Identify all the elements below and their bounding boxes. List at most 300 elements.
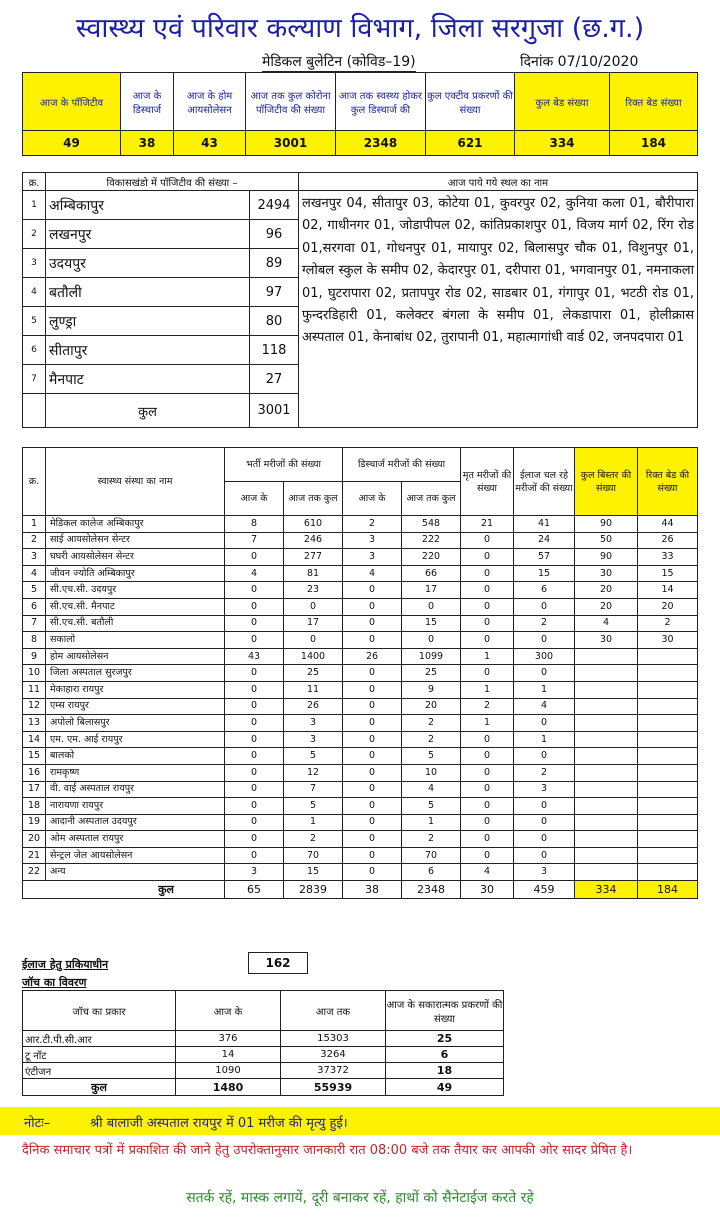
hospital-cell: 12: [284, 764, 343, 781]
hospital-cell: 0: [343, 632, 402, 649]
hospital-name: एम्स रायपुर: [46, 698, 225, 715]
hospital-cell: 0: [225, 598, 284, 615]
hospital-cell: 0: [461, 665, 514, 682]
hospital-cell: 0: [514, 598, 575, 615]
summary-header: रिक्त बेड संख्या: [610, 73, 698, 131]
hospital-cell: 19: [23, 814, 46, 831]
hospital-cell: 0: [514, 748, 575, 765]
hospital-cell: 26: [343, 648, 402, 665]
hospital-row: [23, 764, 698, 781]
hospital-cell: [638, 731, 698, 748]
hospital-name: अन्य: [46, 864, 225, 881]
hospital-cell: 81: [284, 565, 343, 582]
hospital-cell: 20: [575, 582, 638, 599]
hospital-name: नारायणा रायपुर: [46, 798, 225, 815]
hospital-col-death: मृत मरीजों की संख्या: [461, 448, 514, 516]
hospital-cell: 0: [225, 681, 284, 698]
note-prefix: नोटः–: [24, 1116, 51, 1131]
hospital-cell: 4: [461, 864, 514, 881]
block-sr: 6: [23, 336, 46, 365]
hospital-cell: 5: [402, 748, 461, 765]
hospital-cell: 0: [514, 798, 575, 815]
hospital-cell: 0: [514, 814, 575, 831]
hospital-cell: 14: [23, 731, 46, 748]
hospital-cell: 10: [23, 665, 46, 682]
places-list: लखनपुर 04, सीतापुर 03, कोटेया 01, कुवरपुर 02, कुनिया कला 01, बौरीपारा 02, गाधीनगर 01, जोडापीपल 02, कांतिप्रकाशपुर 01, विजय मार्ग 02, रिंग रोड 01,सरगवा 01, गोधनपुर 01, मायापुर 02, बिलासपुर चौक 01, विशुनपुर 01, ग्लोबल स्कुल के समीप 02, केदारपुर 01, दरीपारा 01, भगवानपुर 01, नमनाकला 01, घुटरापारा 02, प्रतापपुर रोड 02, साडबार 01, गंगापुर 01, भटठी रोड 01, फुन्दरडिहारी 01, कलेक्टर बंगला के समीप 01, लेकडापारा 01, होलीक्रास अस्पताल 01, केनाबांध 02, तुरापानी 01, महात्मागांधी वार्ड 02, जनपदपारा 01: [299, 191, 698, 428]
hospital-cell: 0: [225, 582, 284, 599]
hospital-cell: 17: [402, 582, 461, 599]
hospital-cell: 3: [284, 731, 343, 748]
hospital-cell: 0: [225, 698, 284, 715]
hospital-cell: 0: [402, 632, 461, 649]
tests-row: [23, 1063, 504, 1079]
hospital-cell: [575, 798, 638, 815]
hospital-cell: 1: [514, 731, 575, 748]
block-name: सीतापुर: [46, 336, 250, 365]
hospital-cell: 1: [461, 648, 514, 665]
summary-table: [22, 72, 698, 156]
hospital-row: [23, 798, 698, 815]
hospital-cell: 2: [402, 831, 461, 848]
hospital-row: [23, 681, 698, 698]
hospital-cell: 1: [23, 516, 46, 533]
hospital-cell: 22: [23, 864, 46, 881]
block-count: 80: [250, 307, 299, 336]
hospital-cell: 30: [575, 632, 638, 649]
hospital-cell: 33: [638, 549, 698, 566]
tests-row: [23, 1031, 504, 1047]
tests-total: 37372: [281, 1063, 386, 1079]
hospital-cell: 0: [514, 665, 575, 682]
hospital-total-cell: 334: [575, 881, 638, 899]
hospital-cell: [575, 764, 638, 781]
hospital-row: [23, 598, 698, 615]
block-name: बतौली: [46, 278, 250, 307]
tests-total: 15303: [281, 1031, 386, 1047]
hospital-col-vacant: रिक्त बेड की संख्या: [638, 448, 698, 516]
hospital-cell: 0: [343, 731, 402, 748]
hospital-cell: 20: [638, 598, 698, 615]
block-row: [23, 191, 698, 220]
hospital-cell: 1: [402, 814, 461, 831]
hospital-cell: 4: [225, 565, 284, 582]
tests-col-today: आज के: [176, 991, 281, 1031]
hospital-cell: 0: [225, 748, 284, 765]
hospital-cell: 57: [514, 549, 575, 566]
hospital-total-row: [23, 881, 698, 899]
hospital-cell: 25: [402, 665, 461, 682]
hospital-row: [23, 632, 698, 649]
hospital-cell: [638, 665, 698, 682]
tests-heading: जॉच का विवरण: [22, 976, 87, 989]
hospital-cell: 0: [225, 831, 284, 848]
block-name: अम्बिकापुर: [46, 191, 250, 220]
hospital-cell: 0: [225, 781, 284, 798]
hospital-cell: 7: [23, 615, 46, 632]
hospital-row: [23, 532, 698, 549]
summary-value: 49: [23, 131, 121, 156]
hospital-cell: 44: [638, 516, 698, 533]
hospital-cell: 0: [514, 715, 575, 732]
hospital-cell: 3: [514, 781, 575, 798]
hospital-cell: [638, 681, 698, 698]
hospital-cell: [575, 715, 638, 732]
hospital-cell: 2: [402, 715, 461, 732]
hospital-row: [23, 781, 698, 798]
hospital-cell: 300: [514, 648, 575, 665]
tests-total-today: 1480: [176, 1079, 281, 1096]
hospital-cell: [638, 847, 698, 864]
tests-total: 3264: [281, 1047, 386, 1063]
hospital-name: बालको: [46, 748, 225, 765]
tests-col-positive: आज के सकारात्मक प्रकरणों की संख्या: [386, 991, 504, 1031]
hospital-total-cell: 2348: [402, 881, 461, 899]
hospital-cell: [638, 698, 698, 715]
hospital-name: एम. एम. आई रायपुर: [46, 731, 225, 748]
summary-header: आज तक कुल कोरोना पॉजिटीव की संख्या: [246, 73, 336, 131]
hospital-cell: 4: [575, 615, 638, 632]
hospital-total-cell: 184: [638, 881, 698, 899]
hospital-cell: 2: [23, 532, 46, 549]
hospital-cell: 0: [461, 831, 514, 848]
tests-col-type: जॉच का प्रकार: [23, 991, 176, 1031]
hospital-cell: 0: [402, 598, 461, 615]
tests-col-total: आज तक: [281, 991, 386, 1031]
hospital-cell: [575, 648, 638, 665]
hospital-cell: 0: [461, 798, 514, 815]
date-label: दिनांक 07/10/2020: [520, 54, 639, 70]
hospital-row: [23, 615, 698, 632]
note-bar: [0, 1107, 720, 1135]
hospital-cell: 0: [514, 632, 575, 649]
hospital-cell: 0: [343, 847, 402, 864]
hospital-cell: 21: [461, 516, 514, 533]
block-count: 27: [250, 365, 299, 394]
hospital-cell: 24: [514, 532, 575, 549]
hospital-cell: 4: [343, 565, 402, 582]
summary-value: 43: [174, 131, 246, 156]
hospital-name: ओम अस्पताल रायपुर: [46, 831, 225, 848]
hospital-cell: 0: [284, 632, 343, 649]
hospital-cell: 15: [514, 565, 575, 582]
hospital-cell: 0: [343, 665, 402, 682]
hospital-cell: 0: [343, 715, 402, 732]
hospital-cell: 6: [514, 582, 575, 599]
hospital-cell: 0: [461, 748, 514, 765]
hospital-col-discharge: डिस्चार्ज मरीजों की संख्या: [343, 448, 461, 482]
hospital-cell: 15: [284, 864, 343, 881]
hospital-row: [23, 648, 698, 665]
hospital-cell: 18: [23, 798, 46, 815]
note-text: श्री बालाजी अस्पताल रायपुर में 01 मरीज की मृत्यु हुई।: [90, 1116, 348, 1131]
hospital-cell: [575, 731, 638, 748]
hospital-cell: 0: [225, 731, 284, 748]
hospital-name: सी.एच.सी. बतौली: [46, 615, 225, 632]
hospital-cell: 0: [461, 549, 514, 566]
summary-header: कुल एक्टीव प्रकरणों की संख्या: [426, 73, 515, 131]
hospital-name: सी.एच.सी. मैनपाट: [46, 598, 225, 615]
hospital-cell: 5: [284, 748, 343, 765]
hospital-cell: 70: [402, 847, 461, 864]
block-sr: 4: [23, 278, 46, 307]
block-total-label: कुल: [46, 394, 250, 428]
hospital-cell: [575, 781, 638, 798]
hospital-cell: 0: [461, 781, 514, 798]
hospital-cell: 1: [284, 814, 343, 831]
hospital-cell: 5: [23, 582, 46, 599]
hospital-cell: 4: [402, 781, 461, 798]
hospital-cell: 0: [225, 798, 284, 815]
hospital-cell: 3: [514, 864, 575, 881]
hospital-col-beds: कुल बिस्तर की संख्या: [575, 448, 638, 516]
hospital-total-cell: 459: [514, 881, 575, 899]
tests-total-positive: 49: [386, 1079, 504, 1096]
hospital-cell: 2: [461, 698, 514, 715]
block-sr: 2: [23, 220, 46, 249]
hospital-cell: 25: [284, 665, 343, 682]
hospital-cell: 30: [575, 565, 638, 582]
footer-note: दैनिक समाचार पत्रों में प्रकाशित की जाने हेतु उपरोक्तानुसार जानकारी रात 08:00 बजे तक तैयार कर आपकी ओर सादर प्रेषित है।: [22, 1143, 633, 1158]
hospital-cell: 4: [514, 698, 575, 715]
hospital-cell: 0: [343, 814, 402, 831]
hospital-cell: [638, 764, 698, 781]
block-name: मैनपाट: [46, 365, 250, 394]
hospital-cell: 0: [461, 632, 514, 649]
hospital-row: [23, 565, 698, 582]
hospital-cell: 11: [284, 681, 343, 698]
hospital-cell: 14: [638, 582, 698, 599]
hospital-cell: 90: [575, 549, 638, 566]
block-table: [22, 172, 698, 428]
summary-value: 621: [426, 131, 515, 156]
hospital-cell: 3: [343, 549, 402, 566]
block-sr: 5: [23, 307, 46, 336]
hospital-row: [23, 748, 698, 765]
tests-positive: 25: [386, 1031, 504, 1047]
summary-header: कुल बेड संख्या: [515, 73, 610, 131]
block-name: लखनपुर: [46, 220, 250, 249]
hospital-name: जीवन ज्योति अम्बिकापुर: [46, 565, 225, 582]
hospital-total-label: कुल: [23, 881, 225, 899]
hospital-cell: 610: [284, 516, 343, 533]
tests-positive: 6: [386, 1047, 504, 1063]
hospital-cell: 0: [343, 764, 402, 781]
hospital-cell: 26: [284, 698, 343, 715]
hospital-cell: 222: [402, 532, 461, 549]
hospital-cell: 3: [284, 715, 343, 732]
hospital-cell: 0: [225, 632, 284, 649]
block-header-row: [23, 173, 698, 191]
hospital-cell: 30: [638, 632, 698, 649]
page-title: स्वास्थ्य एवं परिवार कल्याण विभाग, जिला सरगुजा (छ.ग.): [75, 13, 645, 44]
summary-header: आज के डिस्चार्ज: [121, 73, 174, 131]
hospital-cell: 7: [225, 532, 284, 549]
pending-value: 162: [248, 952, 308, 974]
tests-total-all: 55939: [281, 1079, 386, 1096]
hospital-cell: 1099: [402, 648, 461, 665]
hospital-row: [23, 864, 698, 881]
hospital-cell: 0: [225, 615, 284, 632]
hospital-row: [23, 582, 698, 599]
hospital-cell: 90: [575, 516, 638, 533]
hospital-cell: 17: [23, 781, 46, 798]
tests-today: 376: [176, 1031, 281, 1047]
hospital-cell: [638, 748, 698, 765]
footer-slogan: सतर्क रहें, मास्क लगायें, दूरी बनाकर रहें, हाथों को सैनेटाईज करते रहे: [186, 1190, 534, 1206]
hospital-cell: 0: [343, 582, 402, 599]
hospital-cell: 21: [23, 847, 46, 864]
hospital-cell: 0: [343, 864, 402, 881]
hospital-cell: 246: [284, 532, 343, 549]
hospital-cell: 1: [514, 681, 575, 698]
block-name: लुण्ड्रा: [46, 307, 250, 336]
block-col-name: विकासखंडो में पॉजिटीव की संख्या –: [46, 173, 299, 191]
block-count: 96: [250, 220, 299, 249]
tests-type: टू नॉट: [23, 1047, 176, 1063]
block-name: उदयपुर: [46, 249, 250, 278]
block-count: 2494: [250, 191, 299, 220]
hospital-name: सेन्ट्रल जेल आयसोलेसन: [46, 847, 225, 864]
block-total-value: 3001: [250, 394, 299, 428]
hospital-cell: 20: [23, 831, 46, 848]
hospital-cell: [638, 831, 698, 848]
hospital-cell: 0: [461, 847, 514, 864]
hospital-cell: 0: [225, 715, 284, 732]
hospital-cell: 20: [402, 698, 461, 715]
hospital-cell: 3: [343, 532, 402, 549]
summary-header: आज के पॉजिटीव: [23, 73, 121, 131]
hospital-cell: 0: [343, 798, 402, 815]
hospital-row: [23, 847, 698, 864]
hospital-cell: 0: [461, 615, 514, 632]
hospital-name: अपोलो बिलासपुर: [46, 715, 225, 732]
hospital-total-cell: 30: [461, 881, 514, 899]
hospital-cell: 0: [461, 731, 514, 748]
hospital-cell: 0: [343, 615, 402, 632]
tests-today: 1090: [176, 1063, 281, 1079]
hospital-cell: 13: [23, 715, 46, 732]
hospital-cell: 5: [284, 798, 343, 815]
hospital-total-cell: 65: [225, 881, 284, 899]
summary-value: 2348: [336, 131, 426, 156]
hospital-col-admit-today: आज के: [225, 482, 284, 516]
hospital-cell: 2: [638, 615, 698, 632]
hospital-name: वी. वाई अस्पताल रायपुर: [46, 781, 225, 798]
hospital-cell: 8: [23, 632, 46, 649]
hospital-name: जिला अस्पताल सुरजपुर: [46, 665, 225, 682]
hospital-cell: 0: [343, 681, 402, 698]
hospital-cell: 3: [23, 549, 46, 566]
hospital-cell: [638, 781, 698, 798]
hospital-cell: 11: [23, 681, 46, 698]
hospital-cell: 50: [575, 532, 638, 549]
hospital-cell: 1400: [284, 648, 343, 665]
hospital-cell: 5: [402, 798, 461, 815]
summary-value: 3001: [246, 131, 336, 156]
tests-total-label: कुल: [23, 1079, 176, 1096]
hospital-cell: 0: [461, 814, 514, 831]
places-col-header: आज पाये गये स्थल का नाम: [299, 173, 698, 191]
block-sr: 3: [23, 249, 46, 278]
hospital-row: [23, 715, 698, 732]
hospital-cell: 12: [23, 698, 46, 715]
hospital-cell: 16: [23, 764, 46, 781]
hospital-row: [23, 549, 698, 566]
pending-label: ईलाज हेतु प्रकियाधीन: [22, 958, 109, 971]
bulletin-label: मेडिकल बुलेटिन (कोविड–19): [262, 54, 416, 70]
tests-row: [23, 1047, 504, 1063]
summary-values-row: [23, 131, 698, 156]
hospital-cell: 0: [343, 698, 402, 715]
hospital-cell: 277: [284, 549, 343, 566]
hospital-cell: 2: [514, 764, 575, 781]
hospital-cell: [638, 814, 698, 831]
block-total-blank: [23, 394, 46, 428]
tests-total-row: [23, 1079, 504, 1096]
hospital-cell: 2: [402, 731, 461, 748]
hospital-name: मेडिकल कालेज अम्बिकापुर: [46, 516, 225, 533]
hospital-name: होम आयसोलेसन: [46, 648, 225, 665]
summary-value: 38: [121, 131, 174, 156]
hospital-cell: [638, 648, 698, 665]
hospital-row: [23, 731, 698, 748]
hospital-name: मेकाहारा रायपुर: [46, 681, 225, 698]
hospital-cell: 0: [225, 847, 284, 864]
hospital-cell: [575, 665, 638, 682]
hospital-cell: 9: [402, 681, 461, 698]
hospital-cell: 0: [343, 598, 402, 615]
summary-value: 334: [515, 131, 610, 156]
hospital-cell: 66: [402, 565, 461, 582]
hospital-cell: 548: [402, 516, 461, 533]
hospital-cell: 26: [638, 532, 698, 549]
hospital-name: आदानी अस्पताल उदयपुर: [46, 814, 225, 831]
hospital-col-name: स्वास्थ्य संस्था का नाम: [46, 448, 225, 516]
hospital-cell: 6: [23, 598, 46, 615]
hospital-cell: [575, 864, 638, 881]
hospital-cell: 0: [461, 532, 514, 549]
tests-positive: 18: [386, 1063, 504, 1079]
hospital-cell: 220: [402, 549, 461, 566]
block-sr: 7: [23, 365, 46, 394]
hospital-total-cell: 2839: [284, 881, 343, 899]
summary-header-row: [23, 73, 698, 131]
hospital-row: [23, 665, 698, 682]
hospital-cell: 3: [225, 864, 284, 881]
hospital-name: साई आयसोलेसन सेन्टर: [46, 532, 225, 549]
hospital-name: सकालो: [46, 632, 225, 649]
hospital-cell: [638, 864, 698, 881]
hospital-cell: 2: [284, 831, 343, 848]
hospital-cell: 4: [23, 565, 46, 582]
hospital-cell: 70: [284, 847, 343, 864]
hospital-col-discharge-total: आज तक कुल: [402, 482, 461, 516]
hospital-cell: 0: [461, 565, 514, 582]
summary-header: आज के होम आयसोलेसन: [174, 73, 246, 131]
hospital-cell: 0: [225, 814, 284, 831]
hospital-cell: 43: [225, 648, 284, 665]
tests-type: एंटीजन: [23, 1063, 176, 1079]
hospital-cell: 0: [461, 764, 514, 781]
hospital-cell: [575, 748, 638, 765]
hospital-cell: [638, 798, 698, 815]
hospital-cell: 6: [402, 864, 461, 881]
hospital-col-treating: ईलाज चल रहे मरीजों की संख्या: [514, 448, 575, 516]
hospital-cell: 1: [461, 715, 514, 732]
hospital-cell: [575, 681, 638, 698]
hospital-cell: 41: [514, 516, 575, 533]
hospital-cell: [575, 698, 638, 715]
